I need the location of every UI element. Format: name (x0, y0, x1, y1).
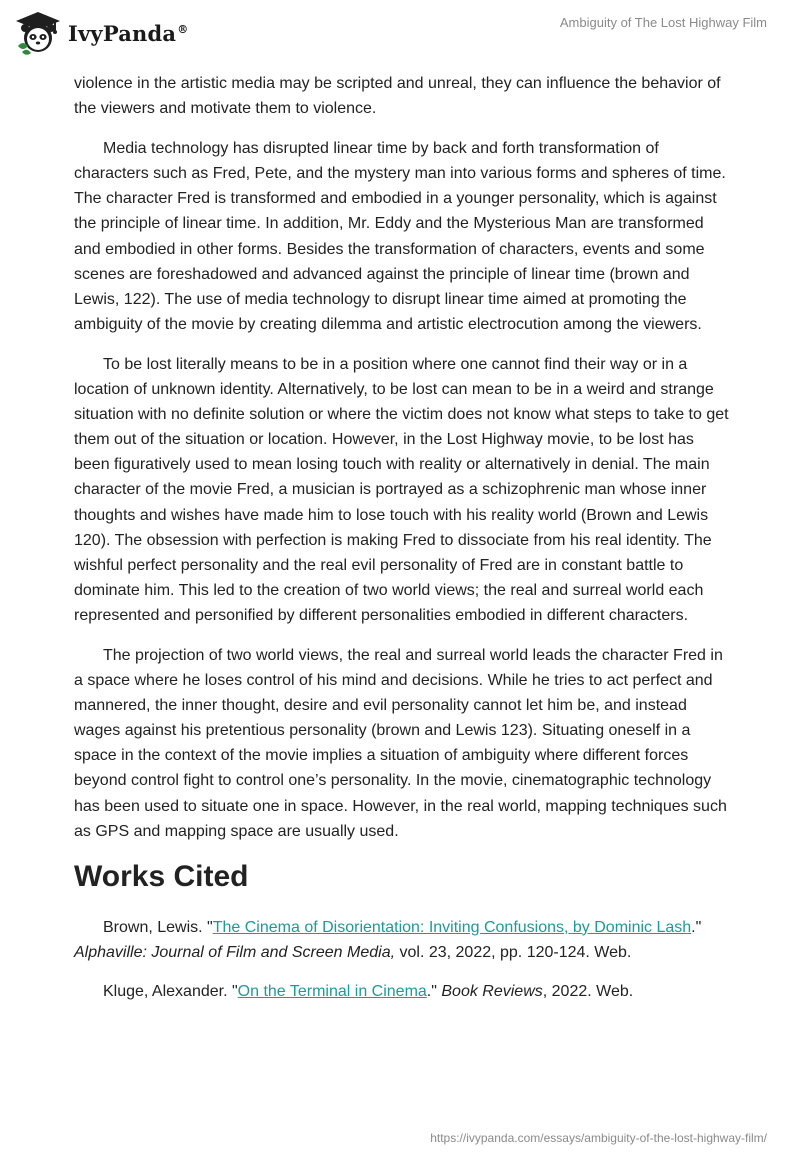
paragraph: violence in the artistic media may be scripted and unreal, they can influence the behavior of the viewers and motivate them to violence. (74, 75, 721, 118)
citation-prefix: Kluge, Alexander. " (103, 982, 238, 1000)
citation-link[interactable]: The Cinema of Disorientation: Inviting Confusions, by Dominic Lash (212, 918, 692, 936)
page-header (0, 0, 800, 70)
footer-url[interactable]: https://ivypanda.com/essays/ambiguity-of-the-lost-highway-film/ (430, 1131, 767, 1145)
citation-after-link: ." (691, 918, 702, 936)
logo-wordmark: IvyPanda® (68, 20, 189, 46)
essay-body (74, 71, 730, 1018)
citation-after-link: ." (426, 982, 442, 1000)
document-title: Ambiguity of The Lost Highway Film (559, 15, 767, 30)
citation-link[interactable]: On the Terminal in Cinema (237, 982, 427, 1000)
paragraph: Media technology has disrupted linear time by back and forth transformation of characters such as Fred, Pete, and the mystery man into various forms and spheres of time. The character Fred is transformed and embodied in a younger personality, which is against the principle of linear time. In addition, Mr. Eddy and the Mysterious Man are transformed and embodied in other forms. Besides the transformation of characters, events and some scenes are foreshadowed and advanced against the principle of linear time (brown and Lewis, 122). The use of media technology to disrupt linear time aimed at promoting the ambiguity of the movie by creating dilemma and artistic electrocution among the viewers. (74, 140, 726, 333)
citation-prefix: Brown, Lewis. " (103, 918, 213, 936)
citation-source: Alphaville: Journal of Film and Screen Media, (74, 943, 396, 961)
citation-source: Book Reviews (441, 982, 543, 1000)
citation-entry (74, 915, 730, 965)
paragraph: To be lost literally means to be in a position where one cannot find their way or in a location of unknown identity. Alternatively, to be lost can mean to be in a weird and strange situation with no definite solution or where the victim does not know what steps to take to get them out of the situation or location. However, in the Lost Highway movie, to be lost has been figuratively used to mean losing touch with reality or alternatively in denial. The main character of the movie Fred, a musician is portrayed as a schizophrenic man whose inner thoughts and wishes have made him to lose touch with his reality world (Brown and Lewis 120). The obsession with perfection is making Fred to dissociate from his real identity. The wishful perfect personality and the real evil personality of Fred are in constant battle to dominate him. This led to the creation of two world views; the real and surreal world each represented and personified by different personalities embodied in different characters. (74, 355, 729, 624)
citation-entry (74, 979, 730, 1004)
citation-suffix: vol. 23, 2022, pp. 120-124. Web. (395, 943, 632, 961)
citation-suffix: , 2022. Web. (542, 982, 634, 1000)
ivypanda-logo[interactable] (14, 10, 188, 56)
panda-graduation-logo-icon (14, 10, 62, 56)
paragraph: The projection of two world views, the real and surreal world leads the character Fred in a space where he loses control of his mind and decisions. While he tries to act perfect and mannered, the inner thought, desire and evil personality cannot let him be, and instead wages against his pretentious personality (brown and Lewis 123). Situating oneself in a space in the context of the movie implies a situation of ambiguity where different forces beyond control fight to control one’s personality. In the movie, cinematographic technology has been used to situate one in space. However, in the real world, mapping techniques such as GPS and mapping space are usually used. (74, 646, 727, 840)
works-cited-heading: Works Cited (74, 859, 249, 893)
